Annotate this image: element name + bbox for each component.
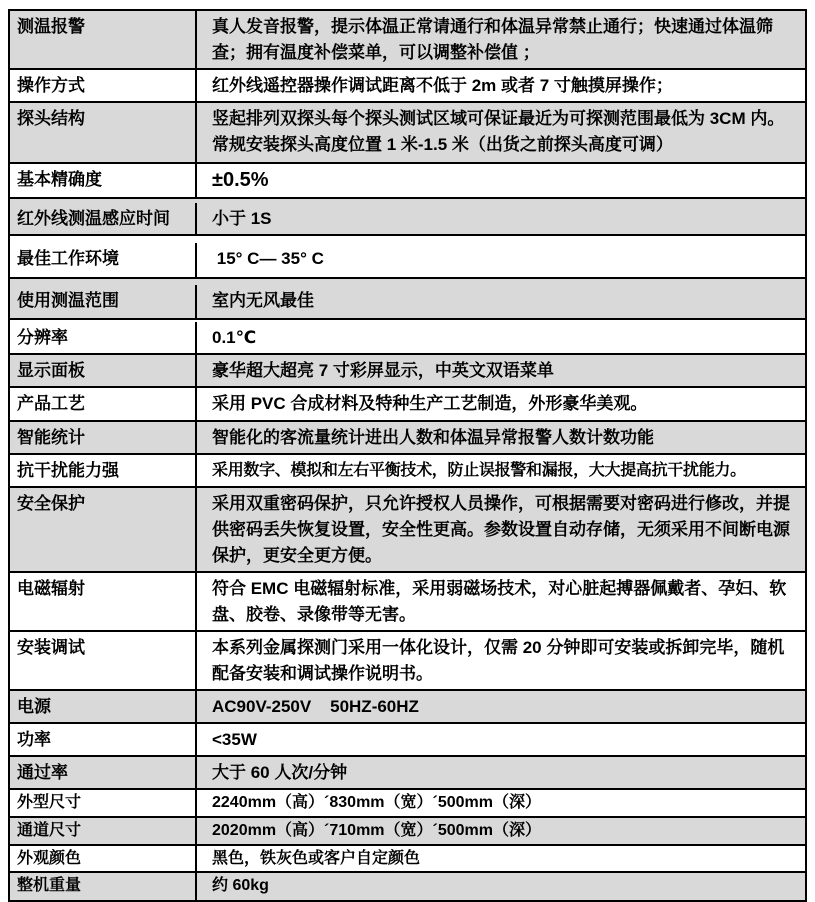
spec-value: 豪华超大超亮 7 寸彩屏显示，中英文双语菜单	[212, 361, 554, 380]
spec-label: 基本精确度	[10, 164, 197, 197]
spec-value: 约 60kg	[212, 877, 269, 894]
spec-value: 15° C— 35° C	[212, 249, 324, 268]
spec-value: 采用数字、模拟和左右平衡技术，防止误报警和漏报，大大提高抗干扰能力。	[212, 462, 746, 479]
spec-label: 通道尺寸	[10, 818, 197, 844]
table-row	[10, 630, 805, 689]
table-row	[10, 844, 805, 871]
table-row	[10, 571, 805, 630]
table-row	[10, 197, 805, 234]
spec-value: 小于 1S	[212, 209, 272, 228]
table-row	[10, 788, 805, 816]
table-row	[10, 816, 805, 844]
table-row	[10, 453, 805, 486]
spec-label: 抗干扰能力强	[10, 455, 197, 486]
spec-label: 最佳工作环境	[10, 243, 197, 277]
spec-label: 功率	[10, 724, 197, 755]
spec-label: 操作方式	[10, 70, 197, 101]
table-row	[10, 101, 805, 162]
spec-label: 外观颜色	[10, 846, 197, 871]
spec-label: 探头结构	[10, 103, 197, 162]
spec-value: 室内无风最佳	[212, 291, 314, 310]
spec-value: 智能化的客流量统计进出人数和体温异常报警人数计数功能	[212, 428, 654, 447]
spec-value: 2020mm（高）´710mm（宽）´500mm（深）	[212, 822, 542, 839]
spec-label: 测温报警	[10, 11, 197, 68]
spec-value: 大于 60 人次/分钟	[212, 763, 348, 782]
spec-label: 智能统计	[10, 422, 197, 453]
table-row	[10, 234, 805, 277]
table-row	[10, 353, 805, 386]
spec-label: 显示面板	[10, 355, 197, 386]
spec-label: 电磁辐射	[10, 573, 197, 630]
spec-label: 分辨率	[10, 322, 197, 353]
spec-value: 黑色，铁灰色或客户自定颜色	[212, 850, 421, 867]
spec-label: 使用测温范围	[10, 285, 197, 318]
table-row	[10, 755, 805, 788]
spec-value: 0.1℃	[212, 328, 257, 347]
table-row	[10, 68, 805, 101]
spec-label: 电源	[10, 691, 197, 722]
spec-value: 采用双重密码保护，只允许授权人员操作，可根据需要对密码进行修改，并提供密码丢失恢复设置，安全性更高。参数设置自动存储，无须采用不间断电源保护，更安全更方便。	[212, 494, 790, 565]
spec-value: 竖起排列双探头每个探头测试区域可保证最近为可探测范围最低为 3CM 内。常规安装探头高度位置 1 米-1.5 米（出货之前探头高度可调）	[212, 109, 785, 154]
table-row	[10, 722, 805, 755]
spec-label: 红外线测温感应时间	[10, 203, 197, 234]
spec-value: 本系列金属探测门采用一体化设计，仅需 20 分钟即可安装或拆卸完毕，随机配备安装和调试操作说明书。	[212, 638, 785, 683]
spec-value: AC90V-250V 50HZ-60HZ	[212, 697, 419, 716]
table-row	[10, 871, 805, 900]
table-row	[10, 277, 805, 318]
table-row	[10, 486, 805, 571]
spec-value: 符合 EMC 电磁辐射标准，采用弱磁场技术，对心脏起搏器佩戴者、孕妇、软盘、胶卷、录像带等无害。	[212, 579, 787, 624]
spec-value: 采用 PVC 合成材料及特种生产工艺制造，外形豪华美观。	[212, 394, 648, 413]
table-row	[10, 420, 805, 453]
spec-value: 2240mm（高）´830mm（宽）´500mm（深）	[212, 794, 542, 811]
table-row	[10, 162, 805, 197]
spec-value: 红外线遥控器操作调试距离不低于 2m 或者 7 寸触摸屏操作；	[212, 76, 673, 95]
table-row	[10, 689, 805, 722]
spec-label: 安全保护	[10, 488, 197, 571]
spec-label: 整机重量	[10, 873, 197, 900]
spec-label: 安装调试	[10, 632, 197, 689]
spec-value: ±0.5%	[212, 169, 269, 191]
spec-value: <35W	[212, 730, 257, 749]
table-row	[10, 386, 805, 420]
spec-label: 通过率	[10, 757, 197, 788]
spec-label: 外型尺寸	[10, 790, 197, 816]
table-row	[10, 11, 805, 68]
table-row	[10, 318, 805, 353]
spec-label: 产品工艺	[10, 388, 197, 420]
spec-value: 真人发音报警，提示体温正常请通行和体温异常禁止通行；快速通过体温筛查；拥有温度补偿菜单，可以调整补偿值 ；	[212, 17, 773, 62]
spec-table	[8, 9, 807, 902]
